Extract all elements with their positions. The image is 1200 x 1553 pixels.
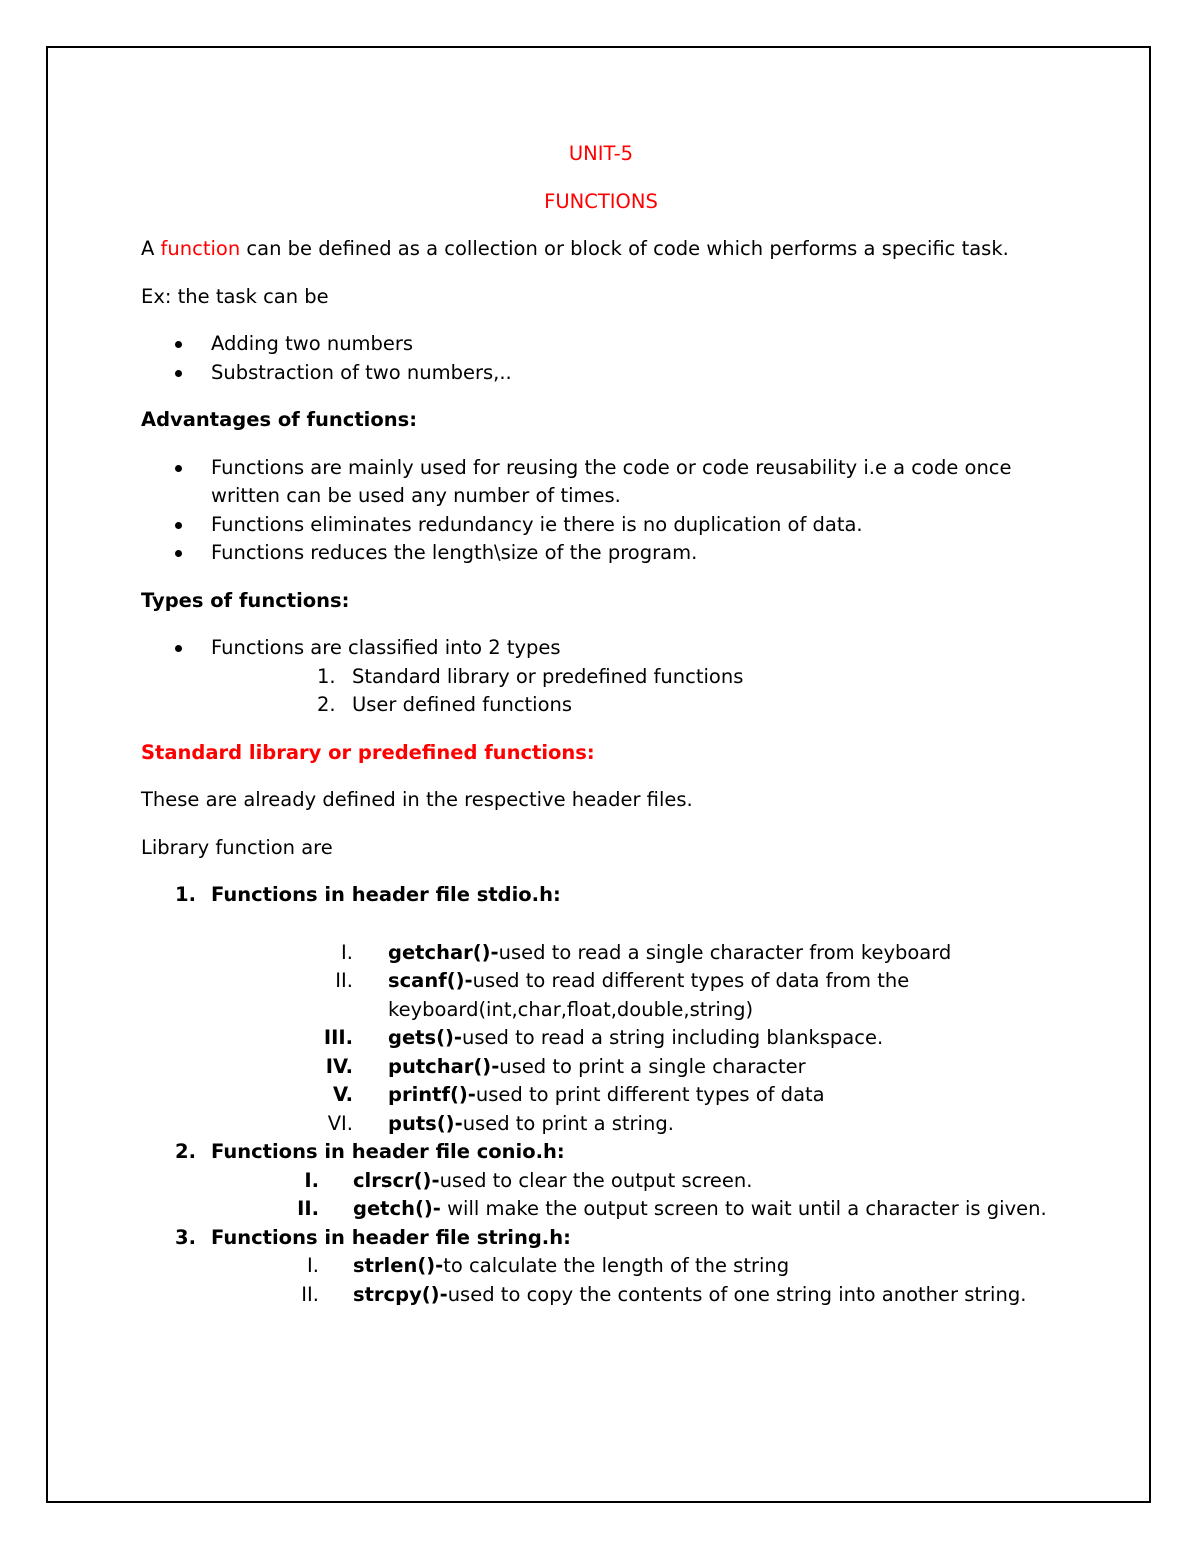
stdio-function-list [141, 939, 1061, 1139]
list-item: Adding two numbers [141, 330, 1061, 359]
example-list [141, 330, 1061, 387]
page-title: FUNCTIONS [544, 189, 658, 213]
types-sublist-container [141, 663, 1061, 720]
list-item: Functions are classified into 2 types [141, 634, 1061, 663]
standard-heading: Standard library or predefined functions: [141, 740, 595, 764]
list-item: III. gets()-used to read a string including blankspace. [323, 1026, 884, 1049]
list-item: II. strcpy()-used to copy the contents of one string into another string. [301, 1282, 1027, 1306]
list-item: IV. putchar()-used to print a single character [325, 1054, 806, 1078]
list-item: Functions eliminates redundancy ie there is no duplication of data. [141, 511, 1061, 540]
list-item: I. strlen()-to calculate the length of the string [307, 1254, 790, 1277]
bullet-icon [175, 341, 182, 348]
types-heading: Types of functions: [141, 588, 350, 612]
bullet-icon [175, 645, 182, 652]
list-item: Substraction of two numbers,.. [141, 359, 1061, 388]
bullet-icon [175, 522, 182, 529]
bullet-icon [175, 465, 182, 472]
spacer [141, 910, 1061, 939]
header-section-conio [141, 1138, 1061, 1224]
header-title: 1. Functions in header file stdio.h: [175, 883, 561, 906]
advantages-list [141, 454, 1061, 568]
intro-paragraph [141, 235, 1061, 264]
example-intro: Ex: the task can be [141, 284, 329, 308]
unit-title: UNIT-5 [568, 142, 634, 165]
list-item: 1. Standard library or predefined functions [317, 664, 744, 688]
bullet-icon [175, 370, 182, 377]
intro-a: A [141, 237, 161, 260]
document-body [141, 140, 1061, 1309]
function-keyword: function [160, 237, 241, 260]
list-item: II. scanf()-used to read different types of data from the keyboard(int,char,float,double,string) [335, 969, 910, 1021]
list-item: V. printf()-used to print different types of data [333, 1083, 825, 1106]
library-intro: Library function are [141, 835, 333, 859]
list-item: II. getch()- will make the output screen to wait until a character is given. [297, 1197, 1047, 1220]
types-list [141, 634, 1061, 720]
list-item: I. clrscr()-used to clear the output screen. [304, 1168, 753, 1192]
list-item: I. getchar()-used to read a single character from keyboard [341, 940, 952, 964]
bullet-icon [175, 550, 182, 557]
list-item: Functions are mainly used for reusing the code or code reusability i.e a code once written can be used any number of times. [141, 454, 1061, 511]
header-file-list [141, 881, 1061, 1309]
string-function-list [141, 1252, 1061, 1309]
list-item: VI. puts()-used to print a string. [327, 1111, 674, 1135]
advantages-heading: Advantages of functions: [141, 408, 418, 431]
standard-description: These are already defined in the respective header files. [141, 788, 693, 811]
list-item: Functions reduces the length\size of the program. [141, 539, 1061, 568]
list-item: 2. User defined functions [317, 693, 573, 716]
types-sublist [141, 663, 1061, 720]
header-section-string [141, 1224, 1061, 1310]
conio-function-list [141, 1167, 1061, 1224]
intro-rest: can be defined as a collection or block of code which performs a specific task. [240, 237, 1009, 260]
header-title: 3. Functions in header file string.h: [175, 1225, 571, 1249]
header-section-stdio [141, 881, 1061, 1138]
header-title: 2. Functions in header file conio.h: [175, 1140, 565, 1163]
